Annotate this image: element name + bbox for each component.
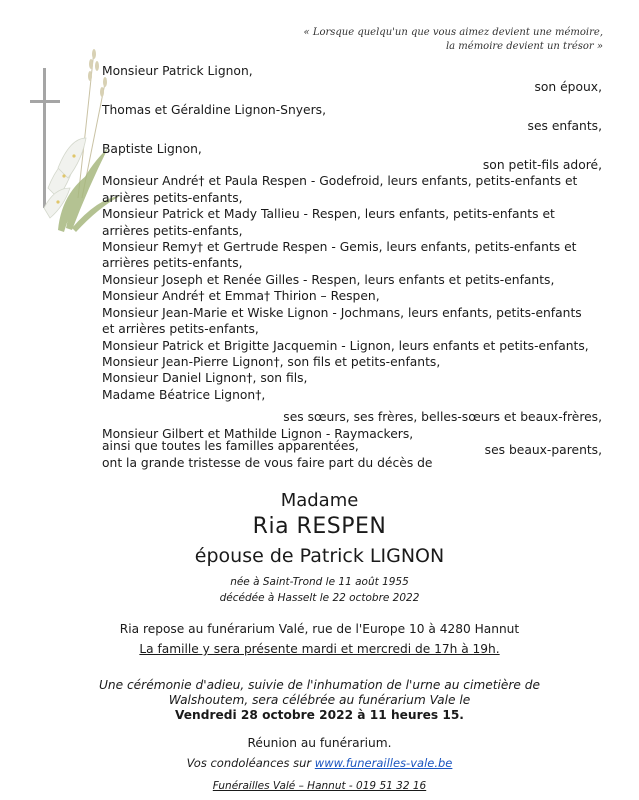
family-line: Madame Béatrice Lignon†,	[102, 387, 266, 402]
death-date: décédée à Hasselt le 22 octobre 2022	[219, 592, 420, 604]
family-line: arrières petits-enfants,	[102, 256, 243, 271]
family-line: son petit-fils adoré,	[482, 158, 602, 173]
family-line: arrières petits-enfants,	[102, 223, 243, 238]
family-line: son époux,	[534, 80, 602, 95]
family-line: Monsieur Joseph et Renée Gilles - Respen, leurs enfants et petits-enfants,	[102, 272, 555, 287]
family-line: Monsieur Jean-Marie et Wiske Lignon - Jochmans, leurs enfants, petits-enfants	[102, 305, 582, 320]
condolences-prefix: Vos condoléances sur	[186, 756, 315, 770]
ceremony-line-1: Une cérémonie d'adieu, suivie de l'inhumation de l'urne au cimetière de	[98, 678, 541, 692]
visit-hours-text: La famille y sera présente mardi et mercredi de 17h à 19h.	[139, 642, 500, 656]
family-line: ses enfants,	[527, 119, 602, 134]
condolences	[0, 756, 639, 770]
family-line: Monsieur Jean-Pierre Lignon†, son fils et petits-enfants,	[102, 354, 441, 369]
family-line: Thomas et Géraldine Lignon-Snyers,	[102, 102, 326, 117]
announcement	[102, 438, 602, 471]
family-line: Baptiste Lignon,	[102, 141, 202, 156]
announce-line-1: ainsi que toutes les familles apparentées,	[102, 439, 359, 453]
family-line: arrières petits-enfants,	[102, 190, 243, 205]
footer	[0, 780, 639, 792]
footer-text: Funérailles Valé – Hannut - 019 51 32 16	[212, 780, 427, 792]
deceased-spouse: épouse de Patrick LIGNON	[194, 545, 445, 567]
deceased-title: Madame	[280, 490, 359, 511]
family-line: Monsieur André† et Emma† Thirion – Respen,	[102, 289, 380, 304]
family-line: ses sœurs, ses frères, belles-sœurs et beaux-frères,	[283, 410, 602, 425]
deceased-dates	[0, 574, 639, 606]
family-line: ses beaux-parents,	[484, 442, 602, 457]
family-line: Monsieur Gilbert et Mathilde Lignon - Raymackers,	[102, 426, 414, 441]
reunion-info: Réunion au funérarium.	[247, 736, 392, 750]
epigraph-quote	[273, 26, 603, 54]
family-line: Monsieur Patrick et Brigitte Jacquemin - Lignon, leurs enfants et petits-enfants,	[102, 338, 589, 353]
visit-hours	[0, 642, 639, 656]
family-line: Monsieur André† et Paula Respen - Godefroid, leurs enfants, petits-enfants et	[102, 174, 578, 189]
quote-line-1: « Lorsque quelqu'un que vous aimez devient une mémoire,	[303, 27, 603, 38]
announce-line-2: ont la grande tristesse de vous faire part du décès de	[102, 455, 433, 470]
family-list	[102, 63, 602, 458]
condolences-link[interactable]: www.funerailles-vale.be	[314, 756, 453, 770]
ceremony-line-2: Walshoutem, sera célébrée au funérarium Vale le	[168, 693, 471, 707]
family-line: Monsieur Remy† et Gertrude Respen - Gemis, leurs enfants, petits-enfants et	[102, 240, 577, 255]
ceremony-date: Vendredi 28 octobre 2022 à 11 heures 15.	[175, 708, 464, 722]
deceased-name: Ria RESPEN	[252, 514, 387, 539]
family-line: Monsieur Patrick Lignon,	[102, 64, 253, 78]
ceremony-info	[0, 678, 639, 723]
quote-line-2: la mémoire devient un trésor »	[445, 41, 603, 52]
family-line: Monsieur Patrick et Mady Tallieu - Respen, leurs enfants, petits-enfants et	[102, 207, 555, 222]
family-line: Monsieur Daniel Lignon†, son fils,	[102, 371, 308, 386]
repose-info: Ria repose au funérarium Valé, rue de l'Europe 10 à 4280 Hannut	[119, 622, 520, 636]
family-line: et arrières petits-enfants,	[102, 322, 259, 337]
birth-date: née à Saint-Trond le 11 août 1955	[230, 576, 409, 588]
